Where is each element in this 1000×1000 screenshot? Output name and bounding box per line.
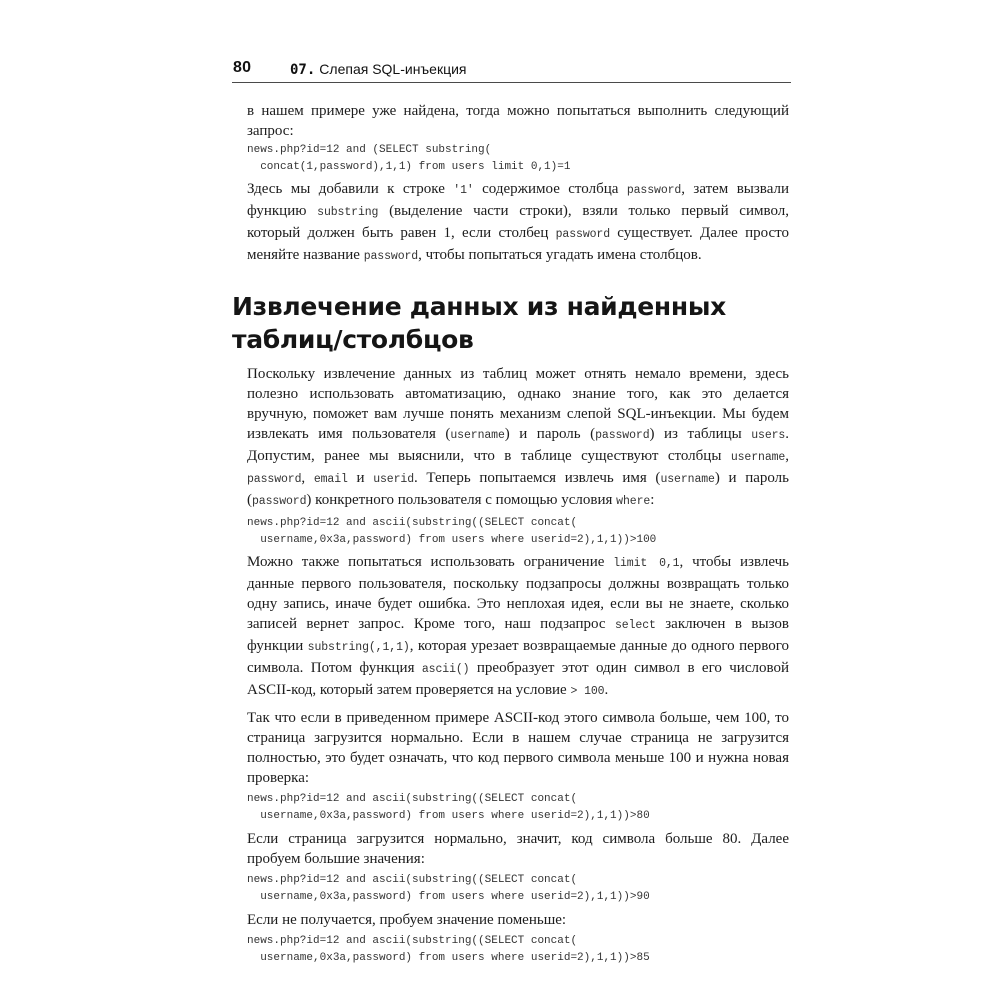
code-line: username,0x3a,password) from users where userid=2),1,1))>85 xyxy=(247,952,650,964)
inline-code: select xyxy=(614,619,656,632)
inline-code: users xyxy=(751,429,786,442)
inline-code: password xyxy=(595,429,650,442)
code-line: news.php?id=12 and (SELECT substring( xyxy=(247,144,492,156)
heading-line: Извлечение данных из найденных xyxy=(232,292,726,321)
page-number: 80 xyxy=(233,59,252,76)
heading-line: таблиц/столбцов xyxy=(232,325,474,354)
inline-code: email xyxy=(313,473,348,486)
inline-code: username xyxy=(730,451,786,464)
code-line: username,0x3a,password) from users where userid=2),1,1))>80 xyxy=(247,810,650,822)
paragraph: Можно также попытаться использовать ограничение limit 0,1, чтобы извлечь данные первого пользователя, поскольку подзапросы должны возвращать только одну запись, иначе будет ошибка. Это неплохая идея, если вы не знаете, сколько записей вернет запрос. Кроме того, наш подзапрос select заключен в вызов функции substring(,1,1), которая урезает возвращаемые данные до одного первого символа. Потом функция ascii() преобразует этот один символ в его числовой ASCII-код, который затем проверяется на условие > 100. xyxy=(247,554,790,698)
code-line: news.php?id=12 and ascii(substring((SELECT concat( xyxy=(247,793,578,805)
code-line: news.php?id=12 and ascii(substring((SELECT concat( xyxy=(247,935,578,947)
inline-code: where xyxy=(616,495,651,508)
chapter-title xyxy=(290,61,467,78)
inline-code: password xyxy=(252,495,307,508)
code-block xyxy=(247,142,789,176)
section-intro xyxy=(247,101,789,267)
code-line: username,0x3a,password) from users where userid=2),1,1))>90 xyxy=(247,891,650,903)
inline-code: > 100 xyxy=(570,685,605,698)
running-head xyxy=(232,56,791,83)
paragraph: Так что если в приведенном примере ASCII-код этого символа больше, чем 100, то страница загрузится нормально. Если в нашем случае страница не загрузится полностью, это будет означать, что код первого символа меньше 100 и нужна новая проверка: xyxy=(247,710,789,786)
inline-code: userid xyxy=(373,473,414,486)
inline-code: username xyxy=(660,473,715,486)
code-block xyxy=(247,791,789,825)
inline-code: substring xyxy=(317,206,379,219)
chapter-number: 07. xyxy=(290,62,316,78)
inline-code: password xyxy=(626,184,682,197)
code-line: news.php?id=12 and ascii(substring((SELECT concat( xyxy=(247,874,578,886)
code-block xyxy=(247,872,789,906)
inline-code: password xyxy=(363,250,419,263)
inline-code: password xyxy=(555,228,611,241)
paragraph: в нашем примере уже найдена, тогда можно попытаться выполнить следующий запрос: xyxy=(247,103,789,139)
inline-code: substring(,1,1) xyxy=(307,641,410,654)
paragraph: Здесь мы добавили к строке '1' содержимое столбца password, затем вызвали функцию substring (выделение части строки), взяли только первый символ, который должен быть равен 1, если столбец password существует. Далее просто меняйте название password, чтобы попытаться угадать имена столбцов. xyxy=(247,181,790,263)
paragraph: Поскольку извлечение данных из таблиц может отнять немало времени, здесь полезно использовать автоматизацию, однако знание того, как это делается вручную, поможет вам лучше понять механизм слепой SQL-инъекции. Мы будем извлекать имя пользователя (username) и пароль (password) из таблицы users. Допустим, ранее мы выяснили, что в таблице существуют столбцы username, password, email и userid. Теперь попытаемся извлечь имя (username) и пароль (password) конкретного пользователя с помощью условия where: xyxy=(247,366,790,508)
inline-code: limit 0,1 xyxy=(613,557,680,570)
code-block xyxy=(247,515,789,549)
paragraph: Если страница загрузится нормально, значит, код символа больше 80. Далее пробуем большие значения: xyxy=(247,831,789,867)
chapter-name: Слепая SQL-инъекция xyxy=(319,61,467,77)
inline-code: username xyxy=(450,429,505,442)
section-heading xyxy=(232,290,792,356)
inline-code: '1' xyxy=(453,184,474,197)
paragraph: Если не получается, пробуем значение поменьше: xyxy=(247,912,567,928)
code-block xyxy=(247,933,789,967)
section-extraction xyxy=(247,364,789,968)
code-line: username,0x3a,password) from users where userid=2),1,1))>100 xyxy=(247,534,657,546)
code-line: news.php?id=12 and ascii(substring((SELECT concat( xyxy=(247,517,578,529)
code-line: concat(1,password),1,1) from users limit 0,1)=1 xyxy=(247,161,571,173)
inline-code: ascii() xyxy=(421,663,470,676)
inline-code: password xyxy=(247,473,302,486)
